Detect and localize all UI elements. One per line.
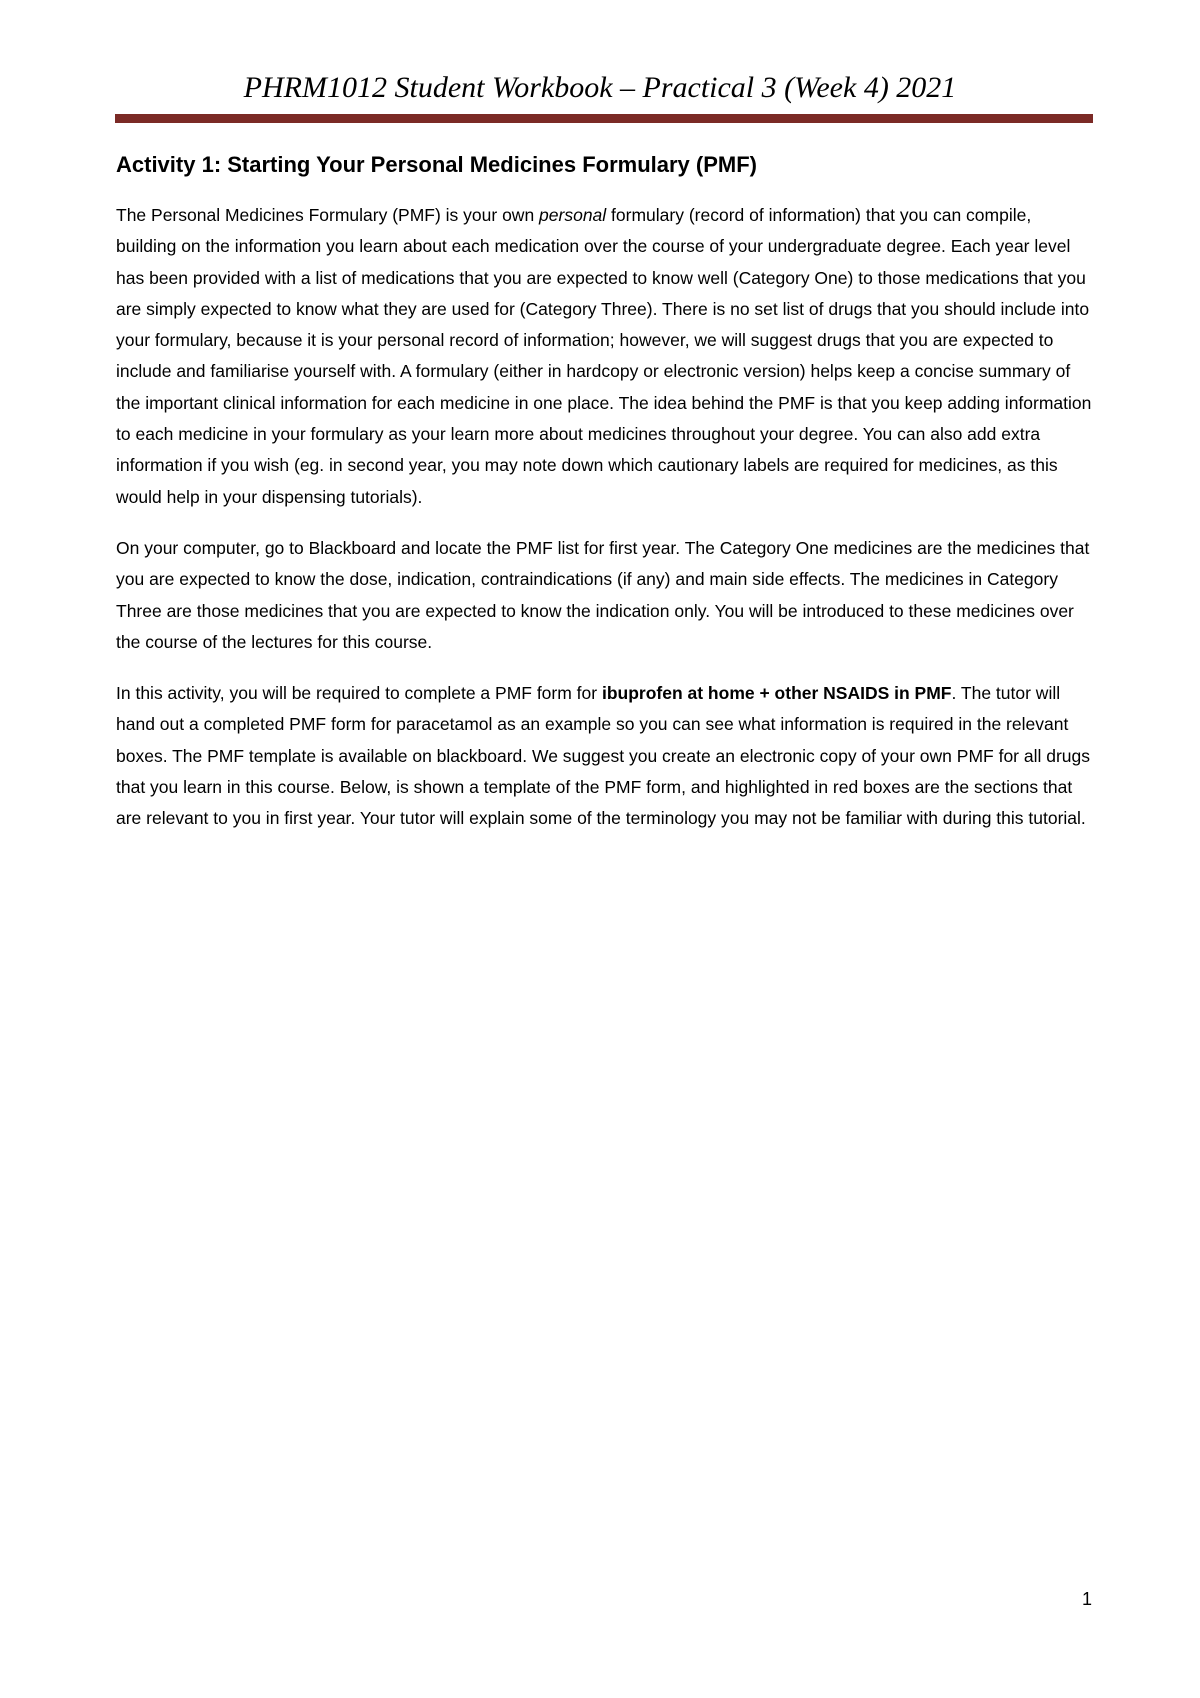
activity-heading: Activity 1: Starting Your Personal Medicines Formulary (PMF) — [116, 152, 757, 177]
paragraph-text: . The tutor will hand out a completed PMF form for paracetamol as an example so you can see what information is required in the relevant boxes. The PMF template is available on blackboard. We suggest you create an electronic copy of your own PMF for all drugs that you learn in this course. Below, is shown a template of the PMF form, and highlighted in red boxes are the sections that are relevant to you in first year. Your tutor will explain some of the terminology you may not be familiar with during this tutorial. — [116, 683, 1091, 829]
document-body — [116, 150, 1096, 855]
paragraph-blackboard-instructions: On your computer, go to Blackboard and locate the PMF list for first year. The Category One medicines are the medicines that you are expected to know the dose, indication, contraindications (if any) and main side effects. The medicines in Category Three are those medicines that you are expected to know the indication only. You will be introduced to these medicines over the course of the lectures for this course. — [116, 537, 1090, 652]
paragraph-activity-task — [116, 678, 1096, 834]
bold-text: ibuprofen at home + other NSAIDS in PMF — [601, 683, 952, 704]
page-header-title: PHRM1012 Student Workbook – Practical 3 (Week 4) 2021 — [243, 71, 957, 104]
emphasis-text: personal — [539, 205, 607, 225]
paragraph-pmf-intro — [116, 200, 1096, 513]
paragraph-text: The Personal Medicines Formulary (PMF) is your own — [116, 205, 540, 225]
header-divider — [115, 114, 1093, 123]
page-number: 1 — [1081, 1589, 1092, 1609]
paragraph-text: In this activity, you will be required to complete a PMF form for — [116, 683, 602, 704]
paragraph-text: formulary (record of information) that you can compile, building on the information you learn about each medication over the course of your undergraduate degree. Each year level has been provided with a list of medications that you are expected to know well (Category One) to those medications that you are simply expected to know what they are used for (Category Three). There is no set list of drugs that you should include into your formulary, because it is your personal record of information; however, we will suggest drugs that you are expected to include and familiarise yourself with. A formulary (either in hardcopy or electronic version) helps keep a concise summary of the important clinical information for each medicine in one place. The idea behind the PMF is that you keep adding information to each medicine in your formulary as your learn more about medicines throughout your degree. You can also add extra information if you wish (eg. in second year, you may note down which cautionary labels are required for medicines, as this would help in your dispensing tutorials). — [116, 205, 1092, 507]
